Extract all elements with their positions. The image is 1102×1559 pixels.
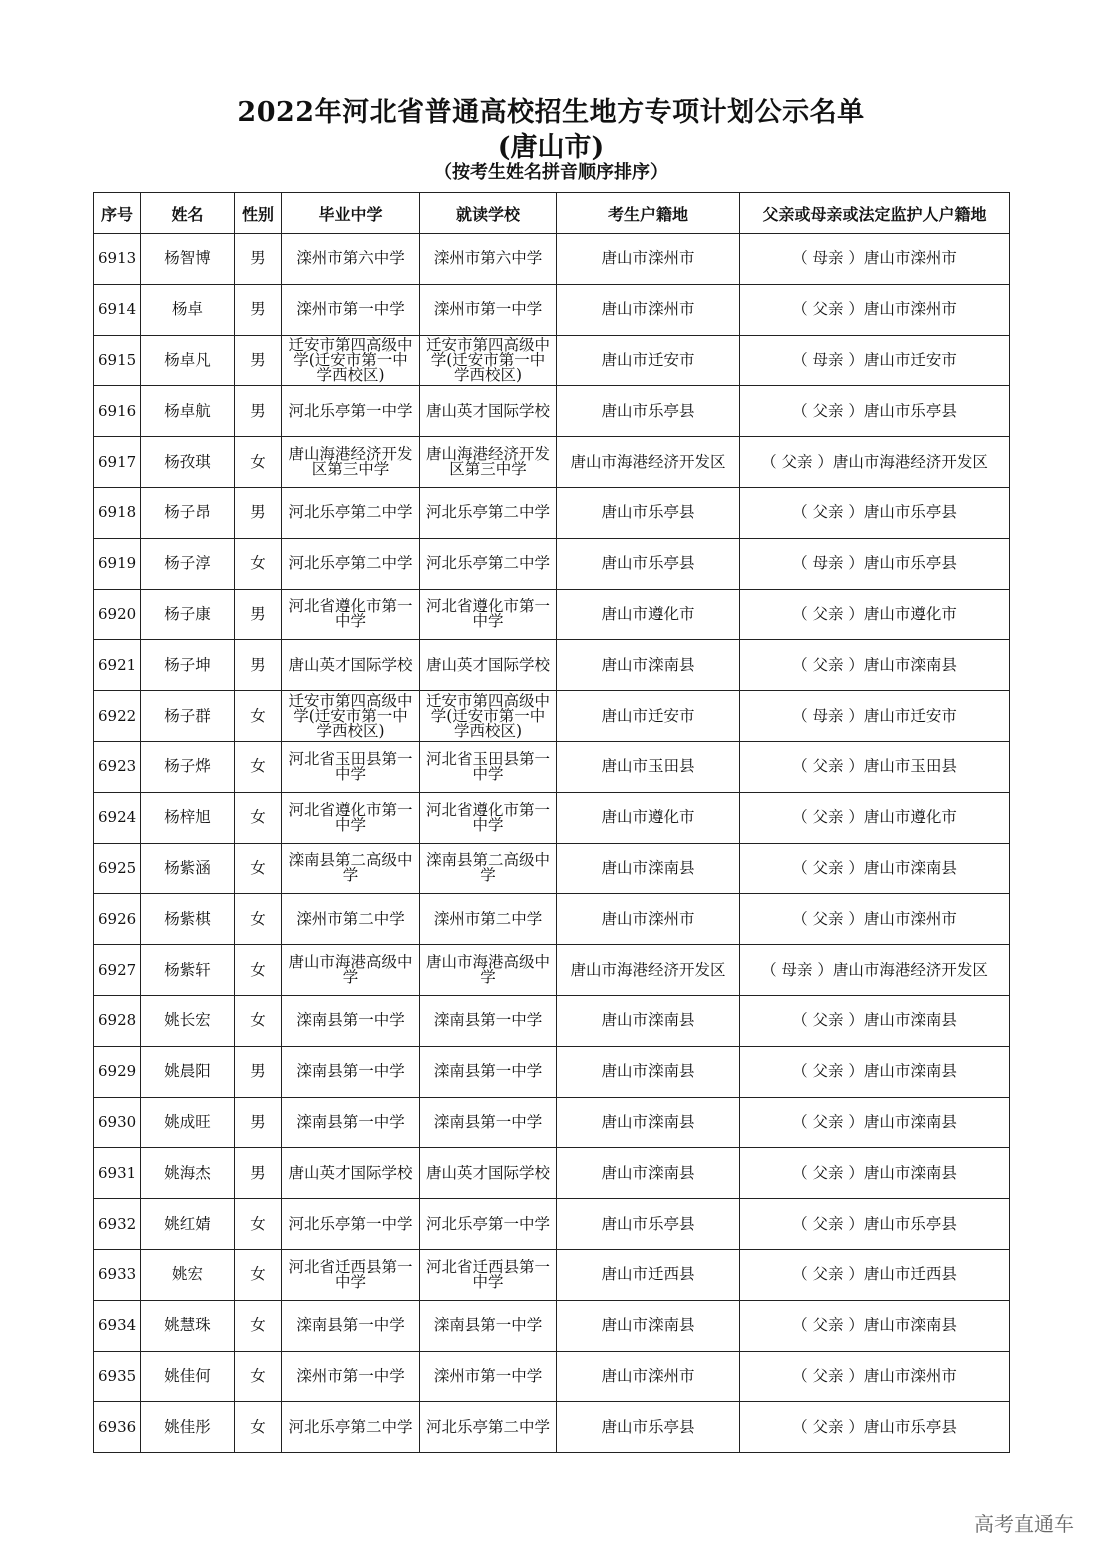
- cell-guardian-household: （ 父亲 ）唐山市滦南县: [740, 843, 1010, 894]
- cell-name: 杨子群: [141, 691, 235, 742]
- cell-guardian-household: （ 父亲 ）唐山市滦州市: [740, 284, 1010, 335]
- table-row: [94, 1046, 1010, 1097]
- cell-grad-school: 河北省迁西县第一中学: [282, 1249, 420, 1300]
- cell-gender: 男: [235, 1046, 282, 1097]
- cell-current-school: 滦州市第六中学: [420, 234, 557, 285]
- cell-name: 杨紫轩: [141, 945, 235, 996]
- cell-name: 杨子康: [141, 589, 235, 640]
- cell-current-school: 滦南县第一中学: [420, 1046, 557, 1097]
- table-row: [94, 589, 1010, 640]
- document-title: 2022年河北省普通高校招生地方专项计划公示名单: [237, 97, 865, 128]
- cell-gender: 女: [235, 1300, 282, 1351]
- cell-name: 杨子烨: [141, 741, 235, 792]
- cell-guardian-household: （ 父亲 ）唐山市滦南县: [740, 995, 1010, 1046]
- table-row: [94, 284, 1010, 335]
- cell-current-school: 河北省迁西县第一中学: [420, 1249, 557, 1300]
- cell-name: 杨智博: [141, 234, 235, 285]
- cell-household: 唐山市迁安市: [557, 335, 740, 386]
- table-header: [94, 193, 1010, 234]
- table-row: [94, 538, 1010, 589]
- cell-gender: 女: [235, 1402, 282, 1453]
- cell-name: 姚宏: [141, 1249, 235, 1300]
- cell-guardian-household: （ 父亲 ）唐山市遵化市: [740, 792, 1010, 843]
- cell-grad-school: 唐山海港经济开发区第三中学: [282, 437, 420, 488]
- header-row: [94, 193, 1010, 234]
- cell-name: 姚红婧: [141, 1199, 235, 1250]
- table-row: [94, 894, 1010, 945]
- cell-household: 唐山市乐亭县: [557, 487, 740, 538]
- cell-name: 杨子昂: [141, 487, 235, 538]
- table-row: [94, 234, 1010, 285]
- cell-gender: 男: [235, 335, 282, 386]
- cell-seq: 6935: [94, 1351, 141, 1402]
- cell-household: 唐山市海港经济开发区: [557, 945, 740, 996]
- cell-household: 唐山市玉田县: [557, 741, 740, 792]
- cell-gender: 女: [235, 894, 282, 945]
- cell-current-school: 滦南县第二高级中学: [420, 843, 557, 894]
- cell-household: 唐山市滦州市: [557, 1351, 740, 1402]
- cell-grad-school: 河北省遵化市第一中学: [282, 589, 420, 640]
- cell-household: 唐山市遵化市: [557, 589, 740, 640]
- cell-current-school: 河北省玉田县第一中学: [420, 741, 557, 792]
- cell-name: 杨卓: [141, 284, 235, 335]
- cell-gender: 男: [235, 1097, 282, 1148]
- table-row: [94, 1249, 1010, 1300]
- cell-current-school: 河北省遵化市第一中学: [420, 792, 557, 843]
- table-row: [94, 1148, 1010, 1199]
- cell-guardian-household: （ 父亲 ）唐山市滦南县: [740, 1300, 1010, 1351]
- cell-household: 唐山市滦南县: [557, 843, 740, 894]
- cell-household: 唐山市滦南县: [557, 1300, 740, 1351]
- cell-gender: 女: [235, 1249, 282, 1300]
- cell-gender: 男: [235, 487, 282, 538]
- table-row: [94, 945, 1010, 996]
- cell-name: 杨子坤: [141, 640, 235, 691]
- cell-name: 姚成旺: [141, 1097, 235, 1148]
- cell-guardian-household: （ 母亲 ）唐山市迁安市: [740, 335, 1010, 386]
- cell-seq: 6917: [94, 437, 141, 488]
- col-header-seq: 序号: [94, 193, 141, 234]
- cell-seq: 6934: [94, 1300, 141, 1351]
- cell-household: 唐山市乐亭县: [557, 386, 740, 437]
- cell-grad-school: 滦南县第二高级中学: [282, 843, 420, 894]
- cell-guardian-household: （ 父亲 ）唐山市滦州市: [740, 894, 1010, 945]
- cell-current-school: 滦州市第一中学: [420, 284, 557, 335]
- cell-household: 唐山市遵化市: [557, 792, 740, 843]
- table-row: [94, 1351, 1010, 1402]
- cell-seq: 6920: [94, 589, 141, 640]
- cell-guardian-household: （ 母亲 ）唐山市乐亭县: [740, 538, 1010, 589]
- cell-current-school: 滦南县第一中学: [420, 995, 557, 1046]
- cell-name: 姚晨阳: [141, 1046, 235, 1097]
- col-header-guardian-household: 父亲或母亲或法定监护人户籍地: [740, 193, 1010, 234]
- cell-guardian-household: （ 父亲 ）唐山市海港经济开发区: [740, 437, 1010, 488]
- table-row: [94, 843, 1010, 894]
- cell-grad-school: 滦南县第一中学: [282, 1046, 420, 1097]
- admission-list-table: [93, 192, 1010, 1453]
- cell-grad-school: 河北乐亭第一中学: [282, 386, 420, 437]
- col-header-current-school: 就读学校: [420, 193, 557, 234]
- cell-seq: 6914: [94, 284, 141, 335]
- cell-name: 姚慧珠: [141, 1300, 235, 1351]
- cell-guardian-household: （ 父亲 ）唐山市滦州市: [740, 1351, 1010, 1402]
- cell-name: 杨孜琪: [141, 437, 235, 488]
- cell-seq: 6922: [94, 691, 141, 742]
- cell-seq: 6927: [94, 945, 141, 996]
- table-row: [94, 995, 1010, 1046]
- cell-household: 唐山市滦州市: [557, 894, 740, 945]
- cell-name: 杨紫棋: [141, 894, 235, 945]
- cell-name: 杨梓旭: [141, 792, 235, 843]
- cell-household: 唐山市滦州市: [557, 284, 740, 335]
- table-row: [94, 1199, 1010, 1250]
- cell-seq: 6932: [94, 1199, 141, 1250]
- cell-seq: 6930: [94, 1097, 141, 1148]
- cell-gender: 女: [235, 1199, 282, 1250]
- col-header-gender: 性别: [235, 193, 282, 234]
- cell-seq: 6928: [94, 995, 141, 1046]
- cell-household: 唐山市迁西县: [557, 1249, 740, 1300]
- cell-grad-school: 河北乐亭第一中学: [282, 1199, 420, 1250]
- cell-gender: 女: [235, 995, 282, 1046]
- cell-gender: 女: [235, 792, 282, 843]
- cell-guardian-household: （ 父亲 ）唐山市迁西县: [740, 1249, 1010, 1300]
- sort-note: （按考生姓名拼音顺序排序）: [434, 162, 668, 183]
- cell-grad-school: 滦州市第二中学: [282, 894, 420, 945]
- cell-seq: 6919: [94, 538, 141, 589]
- cell-gender: 男: [235, 1148, 282, 1199]
- col-header-grad-school: 毕业中学: [282, 193, 420, 234]
- cell-gender: 女: [235, 1351, 282, 1402]
- cell-guardian-household: （ 父亲 ）唐山市乐亭县: [740, 1402, 1010, 1453]
- cell-current-school: 河北乐亭第二中学: [420, 1402, 557, 1453]
- cell-current-school: 迁安市第四高级中学(迁安市第一中学西校区): [420, 335, 557, 386]
- cell-current-school: 滦州市第一中学: [420, 1351, 557, 1402]
- cell-guardian-household: （ 父亲 ）唐山市滦南县: [740, 640, 1010, 691]
- cell-gender: 男: [235, 386, 282, 437]
- cell-grad-school: 滦南县第一中学: [282, 995, 420, 1046]
- cell-guardian-household: （ 父亲 ）唐山市乐亭县: [740, 1199, 1010, 1250]
- cell-current-school: 唐山英才国际学校: [420, 1148, 557, 1199]
- table-row: [94, 1402, 1010, 1453]
- cell-household: 唐山市乐亭县: [557, 1402, 740, 1453]
- cell-current-school: 滦州市第二中学: [420, 894, 557, 945]
- cell-grad-school: 唐山英才国际学校: [282, 1148, 420, 1199]
- cell-gender: 女: [235, 843, 282, 894]
- cell-current-school: 河北乐亭第二中学: [420, 538, 557, 589]
- cell-grad-school: 迁安市第四高级中学(迁安市第一中学西校区): [282, 335, 420, 386]
- cell-current-school: 唐山英才国际学校: [420, 386, 557, 437]
- cell-current-school: 唐山英才国际学校: [420, 640, 557, 691]
- table-row: [94, 1097, 1010, 1148]
- cell-seq: 6916: [94, 386, 141, 437]
- cell-household: 唐山市乐亭县: [557, 538, 740, 589]
- cell-grad-school: 滦南县第一中学: [282, 1300, 420, 1351]
- table-row: [94, 691, 1010, 742]
- cell-guardian-household: （ 父亲 ）唐山市滦南县: [740, 1046, 1010, 1097]
- cell-grad-school: 河北省遵化市第一中学: [282, 792, 420, 843]
- cell-name: 姚长宏: [141, 995, 235, 1046]
- cell-guardian-household: （ 父亲 ）唐山市滦南县: [740, 1097, 1010, 1148]
- cell-household: 唐山市滦南县: [557, 640, 740, 691]
- cell-grad-school: 滦州市第一中学: [282, 1351, 420, 1402]
- cell-name: 姚佳彤: [141, 1402, 235, 1453]
- table-row: [94, 792, 1010, 843]
- cell-gender: 男: [235, 589, 282, 640]
- watermark: 高考直通车: [974, 1512, 1074, 1536]
- cell-current-school: 河北省遵化市第一中学: [420, 589, 557, 640]
- cell-seq: 6931: [94, 1148, 141, 1199]
- cell-grad-school: 唐山英才国际学校: [282, 640, 420, 691]
- table-row: [94, 335, 1010, 386]
- cell-current-school: 唐山市海港高级中学: [420, 945, 557, 996]
- cell-guardian-household: （ 父亲 ）唐山市遵化市: [740, 589, 1010, 640]
- cell-guardian-household: （ 父亲 ）唐山市乐亭县: [740, 487, 1010, 538]
- cell-grad-school: 唐山市海港高级中学: [282, 945, 420, 996]
- cell-grad-school: 河北乐亭第二中学: [282, 487, 420, 538]
- cell-seq: 6925: [94, 843, 141, 894]
- table-row: [94, 437, 1010, 488]
- cell-name: 杨卓航: [141, 386, 235, 437]
- cell-seq: 6929: [94, 1046, 141, 1097]
- cell-household: 唐山市海港经济开发区: [557, 437, 740, 488]
- cell-gender: 男: [235, 234, 282, 285]
- cell-guardian-household: （ 母亲 ）唐山市滦州市: [740, 234, 1010, 285]
- cell-gender: 女: [235, 945, 282, 996]
- cell-grad-school: 滦南县第一中学: [282, 1097, 420, 1148]
- col-header-name: 姓名: [141, 193, 235, 234]
- cell-household: 唐山市迁安市: [557, 691, 740, 742]
- cell-seq: 6924: [94, 792, 141, 843]
- cell-household: 唐山市滦南县: [557, 1148, 740, 1199]
- cell-seq: 6918: [94, 487, 141, 538]
- table-row: [94, 741, 1010, 792]
- cell-gender: 女: [235, 691, 282, 742]
- table-row: [94, 640, 1010, 691]
- document-subtitle: (唐山市): [497, 132, 605, 163]
- cell-current-school: 滦南县第一中学: [420, 1097, 557, 1148]
- cell-gender: 男: [235, 640, 282, 691]
- cell-seq: 6926: [94, 894, 141, 945]
- cell-name: 杨子淳: [141, 538, 235, 589]
- cell-grad-school: 河北省玉田县第一中学: [282, 741, 420, 792]
- cell-guardian-household: （ 母亲 ）唐山市海港经济开发区: [740, 945, 1010, 996]
- cell-guardian-household: （ 父亲 ）唐山市乐亭县: [740, 386, 1010, 437]
- cell-gender: 女: [235, 538, 282, 589]
- cell-seq: 6915: [94, 335, 141, 386]
- cell-household: 唐山市滦南县: [557, 995, 740, 1046]
- cell-guardian-household: （ 父亲 ）唐山市滦南县: [740, 1148, 1010, 1199]
- table-row: [94, 1300, 1010, 1351]
- table-row: [94, 487, 1010, 538]
- cell-current-school: 迁安市第四高级中学(迁安市第一中学西校区): [420, 691, 557, 742]
- cell-current-school: 河北乐亭第一中学: [420, 1199, 557, 1250]
- cell-grad-school: 河北乐亭第二中学: [282, 538, 420, 589]
- cell-grad-school: 河北乐亭第二中学: [282, 1402, 420, 1453]
- cell-current-school: 唐山海港经济开发区第三中学: [420, 437, 557, 488]
- table-row: [94, 386, 1010, 437]
- cell-guardian-household: （ 父亲 ）唐山市玉田县: [740, 741, 1010, 792]
- cell-seq: 6933: [94, 1249, 141, 1300]
- cell-name: 姚佳何: [141, 1351, 235, 1402]
- cell-household: 唐山市滦南县: [557, 1097, 740, 1148]
- cell-grad-school: 滦州市第一中学: [282, 284, 420, 335]
- table-body: [94, 234, 1010, 1453]
- cell-seq: 6921: [94, 640, 141, 691]
- cell-household: 唐山市乐亭县: [557, 1199, 740, 1250]
- cell-seq: 6913: [94, 234, 141, 285]
- cell-gender: 女: [235, 741, 282, 792]
- col-header-household: 考生户籍地: [557, 193, 740, 234]
- cell-seq: 6936: [94, 1402, 141, 1453]
- cell-grad-school: 滦州市第六中学: [282, 234, 420, 285]
- cell-guardian-household: （ 母亲 ）唐山市迁安市: [740, 691, 1010, 742]
- cell-current-school: 滦南县第一中学: [420, 1300, 557, 1351]
- cell-household: 唐山市滦南县: [557, 1046, 740, 1097]
- cell-name: 姚海杰: [141, 1148, 235, 1199]
- cell-gender: 女: [235, 437, 282, 488]
- cell-household: 唐山市滦州市: [557, 234, 740, 285]
- cell-seq: 6923: [94, 741, 141, 792]
- cell-grad-school: 迁安市第四高级中学(迁安市第一中学西校区): [282, 691, 420, 742]
- cell-current-school: 河北乐亭第二中学: [420, 487, 557, 538]
- cell-name: 杨紫涵: [141, 843, 235, 894]
- cell-name: 杨卓凡: [141, 335, 235, 386]
- cell-gender: 男: [235, 284, 282, 335]
